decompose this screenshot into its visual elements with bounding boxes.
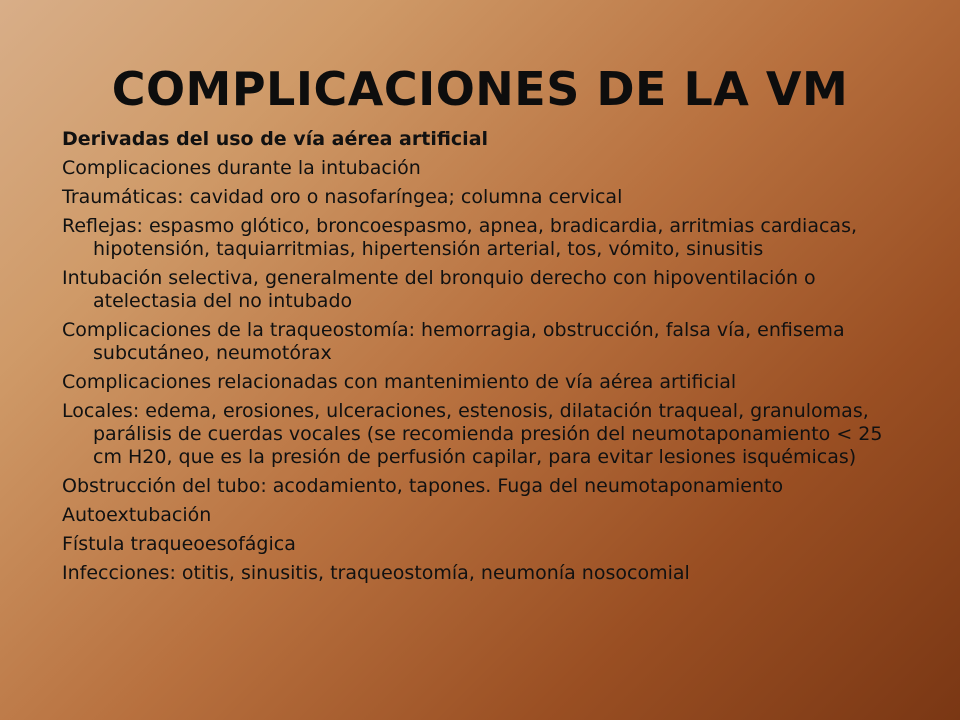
bullet-reflex: Reflejas: espasmo glótico, broncoespasmo, apnea, bradicardia, arritmias cardiacas, hipotensión, taquiarritmias, hipertensión arterial, tos, vómito, sinusitis (62, 215, 858, 260)
bullet-self-extubation: Autoextubación (62, 504, 212, 526)
bullet-local: Locales: edema, erosiones, ulceraciones, estenosis, dilatación traqueal, granulomas, parálisis de cuerdas vocales (se recomienda presión del neumotaponamiento < 25 cm H20, que es la presión de perfusión capilar, para evitar lesiones isquémicas) (62, 400, 883, 468)
bullet-fistula: Fístula traqueoesofágica (62, 533, 296, 555)
section-heading: Derivadas del uso de vía aérea artificial (62, 128, 489, 150)
bullet-obstruction: Obstrucción del tubo: acodamiento, tapones. Fuga del neumotaponamiento (62, 475, 784, 497)
bullet-maintenance: Complicaciones relacionadas con mantenimiento de vía aérea artificial (62, 371, 737, 393)
bullet-tracheostomy: Complicaciones de la traqueostomía: hemorragia, obstrucción, falsa vía, enfisema subcutáneo, neumotórax (62, 319, 845, 364)
bullet-traumatic: Traumáticas: cavidad oro o nasofaríngea; columna cervical (62, 186, 623, 208)
bullet-infections: Infecciones: otitis, sinusitis, traqueostomía, neumonía nosocomial (62, 562, 690, 584)
bullet-selective-intubation: Intubación selectiva, generalmente del bronquio derecho con hipoventilación o atelectasia del no intubado (62, 267, 816, 312)
slide-content (62, 128, 912, 591)
bullet-intubation-complications: Complicaciones durante la intubación (62, 157, 421, 179)
slide-title: COMPLICACIONES DE LA VM (111, 62, 849, 116)
